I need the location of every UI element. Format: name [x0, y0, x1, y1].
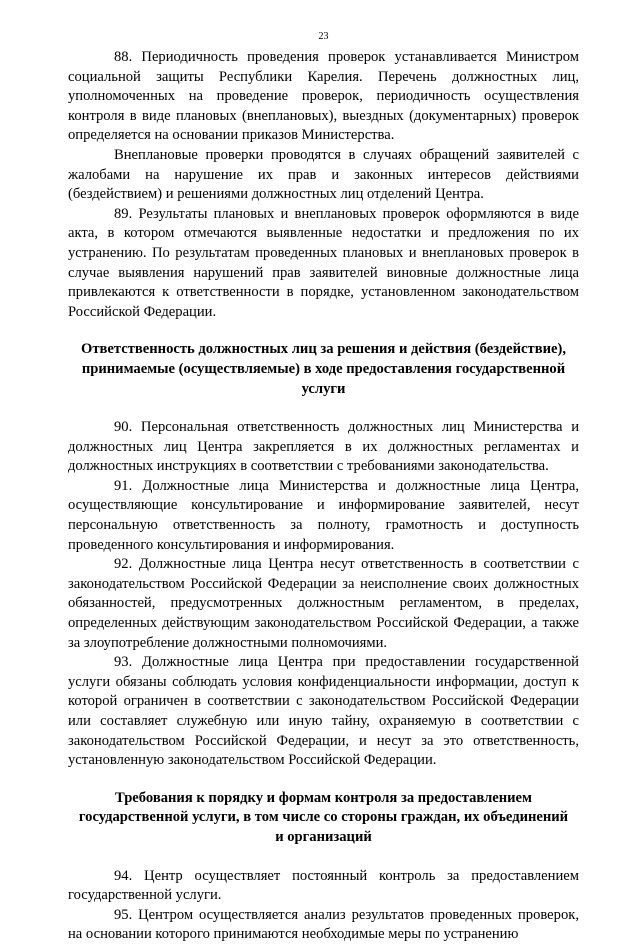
document-page — [68, 30, 579, 945]
paragraph-92: 92. Должностные лица Центра несут ответственность в соответствии с законодательством Российской Федерации за неисполнение своих должностных обязанностей, предусмотренных должностным регламентом, в пределах, определенных действующим законодательством Российской Федерации, а также за злоупотребление должностными полномочиями. — [68, 556, 579, 651]
paragraph-91: 91. Должностные лица Министерства и должностные лица Центра, осуществляющие консультирование и информирование заявителей, несут персональную ответственность за полноту, грамотность и доступность проведенного консультирования и информирования. — [68, 477, 579, 553]
section-heading-responsibility: Ответственность должностных лиц за решения и действия (бездействие), принимаемые (осуществляемые) в ходе предоставления государственной услуги — [81, 341, 566, 397]
paragraph-95: 95. Центром осуществляется анализ результатов проведенных проверок, на основании которого принимаются необходимые меры по устранению — [68, 906, 579, 943]
paragraph-89: 89. Результаты плановых и внеплановых проверок оформляются в виде акта, в котором отмечаются выявленные недостатки и предложения по их устранению. По результатам проведенных плановых и внеплановых проверок в случае выявления нарушений прав заявителей виновные должностные лица привлекаются к ответственности в порядке, установленном законодательством Российской Федерации. — [68, 205, 579, 320]
page-number: 23 — [318, 31, 329, 42]
paragraph-94: 94. Центр осуществляет постоянный контроль за предоставлением государственной услуги. — [68, 867, 579, 904]
paragraph-90: 90. Персональная ответственность должностных лиц Министерства и должностных лиц Центра закрепляется в их должностных регламентах и должностных инструкциях в соответствии с требованиями законодательства. — [68, 419, 579, 475]
section-heading-control-requirements: Требования к порядку и формам контроля за предоставлением государственной услуги, в том числе со стороны граждан, их объединений и организаций — [78, 789, 569, 845]
paragraph-88: 88. Периодичность проведения проверок устанавливается Министром социальной защиты Республики Карелия. Перечень должностных лиц, уполномоченных на проведение проверок, периодичность осуществления контроля в виде плановых (внеплановых), выездных (документарных) проверок определяется на основании приказов Министерства. — [68, 49, 579, 144]
paragraph-unscheduled-inspections: Внеплановые проверки проводятся в случаях обращений заявителей с жалобами на нарушение их прав и законных интересов действиями (бездействием) и решениями должностных лиц отделений Центра. — [68, 146, 579, 203]
paragraph-93: 93. Должностные лица Центра при предоставлении государственной услуги обязаны соблюдать условия конфиденциальности информации, доступ к которой ограничен в соответствии с законодательством Российской Федерации или составляет служебную или иную тайну, охраняемую в соответствии с законодательством Российской Федерации, и несут за это ответственность, установленную законодательством Российской Федерации. — [68, 654, 579, 769]
